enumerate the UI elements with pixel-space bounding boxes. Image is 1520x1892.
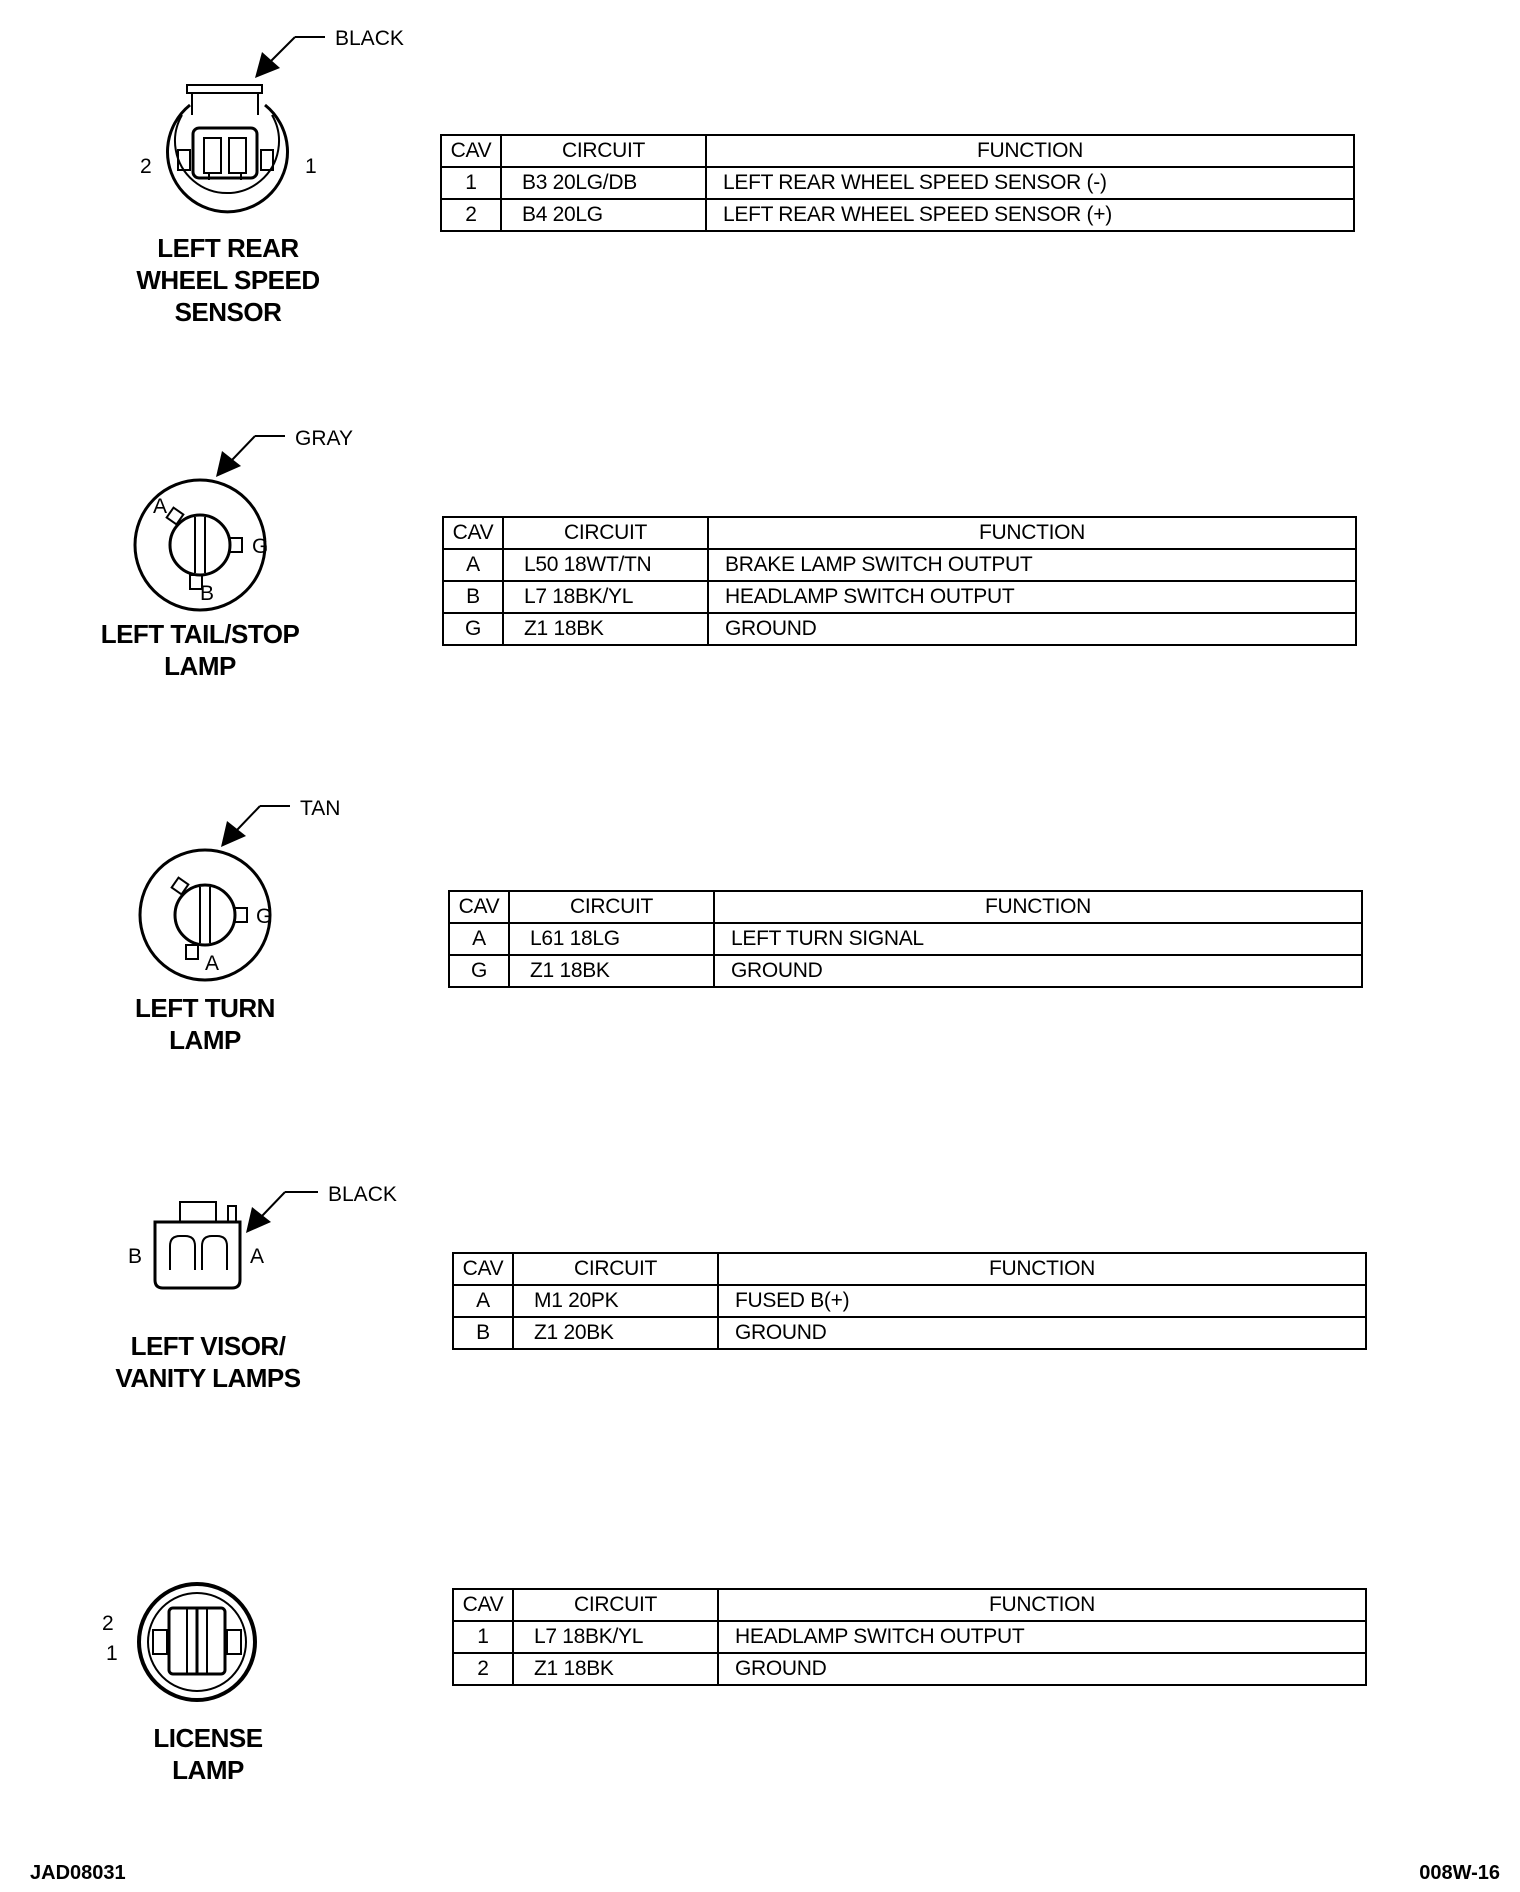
table-row: A M1 20PK FUSED B(+) [453, 1285, 1366, 1317]
pinout-table [448, 890, 1363, 988]
pin-label: A [153, 495, 168, 518]
table-row: A L50 18WT/TN BRAKE LAMP SWITCH OUTPUT [443, 549, 1356, 581]
table-row: B L7 18BK/YL HEADLAMP SWITCH OUTPUT [443, 581, 1356, 613]
column-header-circuit: CIRCUIT [509, 891, 714, 923]
table-header-row [443, 517, 1356, 549]
column-header-function: FUNCTION [706, 135, 1354, 167]
connector-title: LEFT VISOR/ VANITY LAMPS [115, 1331, 301, 1393]
column-header-cav: CAV [443, 517, 503, 549]
table-row: 2 Z1 18BK GROUND [453, 1653, 1366, 1685]
figure-code-right: 008W-16 [1419, 1862, 1500, 1884]
table-row: 1 L7 18BK/YL HEADLAMP SWITCH OUTPUT [453, 1621, 1366, 1653]
pin-label: G [252, 535, 269, 558]
pin-label: B [200, 582, 215, 605]
connector-title: LEFT TAIL/STOP LAMP [100, 619, 300, 681]
connector-left-tail-stop-lamp [0, 400, 1520, 700]
pin-label: A [250, 1245, 265, 1268]
pin-label: 2 [102, 1612, 114, 1635]
column-header-cav: CAV [441, 135, 501, 167]
connector-color-label: BLACK [328, 1183, 397, 1206]
column-header-cav: CAV [453, 1589, 513, 1621]
table-row: G Z1 18BK GROUND [449, 955, 1362, 987]
connector-title: LICENSE LAMP [153, 1723, 263, 1785]
connector-title: LEFT TURN LAMP [135, 993, 275, 1055]
table-header-row [453, 1253, 1366, 1285]
pinout-table [440, 134, 1355, 232]
column-header-circuit: CIRCUIT [501, 135, 706, 167]
column-header-function: FUNCTION [714, 891, 1362, 923]
table-header-row [449, 891, 1362, 923]
pinout-table [442, 516, 1357, 646]
table-row: G Z1 18BK GROUND [443, 613, 1356, 645]
pin-label: B [128, 1245, 143, 1268]
connector-title: LEFT REAR WHEEL SPEED SENSOR [136, 233, 320, 327]
connector-license-lamp [0, 1560, 1520, 1820]
connector-color-label: BLACK [335, 27, 404, 50]
column-header-circuit: CIRCUIT [513, 1253, 718, 1285]
table-row: 1 B3 20LG/DB LEFT REAR WHEEL SPEED SENSOR (-) [441, 167, 1354, 199]
pin-label: 1 [305, 155, 317, 178]
column-header-circuit: CIRCUIT [513, 1589, 718, 1621]
connector-left-visor-vanity-lamps [0, 1170, 1520, 1430]
pinout-table [452, 1588, 1367, 1686]
pinout-table [452, 1252, 1367, 1350]
pin-label: 1 [106, 1642, 118, 1665]
column-header-function: FUNCTION [718, 1253, 1366, 1285]
column-header-cav: CAV [449, 891, 509, 923]
column-header-circuit: CIRCUIT [503, 517, 708, 549]
figure-code-left: JAD08031 [30, 1862, 126, 1884]
pin-label: A [205, 952, 220, 975]
table-row: B Z1 20BK GROUND [453, 1317, 1366, 1349]
connector-left-rear-wheel-speed-sensor [0, 0, 1520, 340]
table-row: A L61 18LG LEFT TURN SIGNAL [449, 923, 1362, 955]
table-header-row [441, 135, 1354, 167]
connector-left-turn-lamp [0, 770, 1520, 1070]
table-row: 2 B4 20LG LEFT REAR WHEEL SPEED SENSOR (+) [441, 199, 1354, 231]
column-header-function: FUNCTION [718, 1589, 1366, 1621]
connector-color-label: GRAY [295, 427, 353, 450]
connector-color-label: TAN [300, 797, 341, 820]
pin-label: 2 [140, 155, 152, 178]
pin-label: G [256, 905, 273, 928]
table-header-row [453, 1589, 1366, 1621]
column-header-cav: CAV [453, 1253, 513, 1285]
column-header-function: FUNCTION [708, 517, 1356, 549]
